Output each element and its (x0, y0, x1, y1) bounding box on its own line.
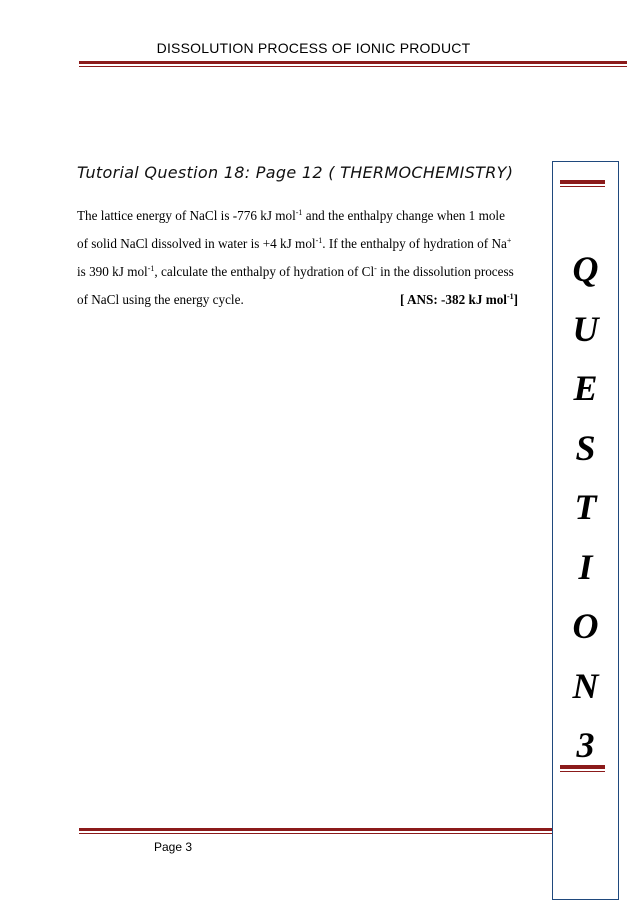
side-box-bottom-rule-thin (560, 771, 605, 772)
side-letter-i: I (578, 546, 593, 587)
side-letter-s: S (575, 427, 596, 468)
side-box-bottom-rule-thick (560, 765, 605, 769)
side-box-top-rule-thin (560, 186, 605, 187)
header-rule-thin (79, 66, 627, 67)
side-letter-n: N (572, 665, 599, 706)
side-letter-3: 3 (576, 725, 595, 765)
footer-rule-thick (79, 828, 552, 831)
question-line-4: of NaCl using the energy cycle. [ ANS: -382 kJ mol$^{-1}$] (77, 286, 547, 314)
side-letter-e: E (573, 368, 598, 408)
page-number: Page 3 (154, 840, 193, 854)
side-letter-t: T (574, 487, 597, 527)
question-text (77, 202, 547, 314)
header-rule-thick (79, 61, 627, 64)
side-letter-u: U (572, 308, 599, 349)
side-label-letters (552, 240, 619, 776)
question-line-2: of solid NaCl dissolved in water is +4 kJ mol$^{-1}$. If the enthalpy of hydration of Na+ (77, 236, 512, 251)
question-line-1: The lattice energy of NaCl is -776 kJ mol$^{-1}$ and the enthalpy change when 1 mole (77, 208, 505, 223)
side-letter-q: Q (572, 249, 599, 289)
question-line-3: is 390 kJ mol$^{-1}$, calculate the enthalpy of hydration of Cl- in the dissolution process (77, 264, 514, 279)
side-box-top-rule-thick (560, 180, 605, 184)
side-letter-o: O (572, 606, 599, 646)
tutorial-heading: Tutorial Question 18: Page 12 ( THERMOCHEMISTRY) (77, 163, 514, 182)
answer-label: [ ANS: -382 kJ mol$^{-1}$] (400, 292, 519, 307)
footer-rule-thin (79, 833, 552, 834)
page-header-title: DISSOLUTION PROCESS OF IONIC PRODUCT (156, 40, 471, 56)
